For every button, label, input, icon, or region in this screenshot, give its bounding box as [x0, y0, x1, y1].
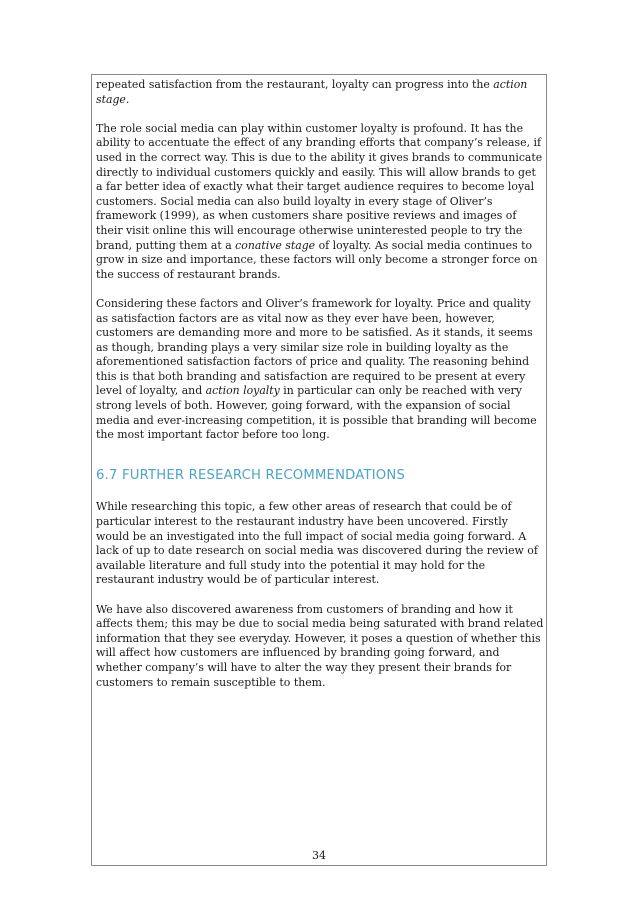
paragraph-1-text-a: repeated satisfaction from the restaurant, loyalty can progress into the	[96, 78, 494, 91]
paragraph-4: While researching this topic, a few other areas of research that could be of particular interest to the restaurant industry have been uncovered. Firstly would be an investigated into the full impact of social media going forward. A lack of up to date research on social media was discovered during the review of available literature and full study into the potential it may hold for the restaurant industry would be of particular interest.	[96, 500, 538, 587]
paragraph-2-text-b: of loyalty. As social media continues to grow in size and importance, these factors will only become a stronger force on the success of restaurant brands.	[96, 238, 538, 281]
paragraph-5: We have also discovered awareness from customers of branding and how it affects them; this may be due to social media being saturated with brand related information that they see everyday. However, it poses a question of whether this will affect how customers are influenced by branding going forward, and whether company’s will have to alter the way they present their brands for customers to remain susceptible to them.	[96, 602, 544, 689]
paragraph-3-italic-a: action loyalty	[205, 384, 280, 398]
section-heading: 6.7 FURTHER RESEARCH RECOMMENDATIONS	[96, 467, 406, 483]
paragraph-1-italic-a: action stage	[96, 78, 528, 106]
page-number: 34	[312, 849, 326, 862]
paragraph-3-text-a: Considering these factors and Oliver’s framework for loyalty. Price and quality as satisfaction factors are as vital now as they ever have been, however, customers are demanding more and more to be satisfied. As it stands, it seems as though, branding plays a very similar size role in building loyalty as the aforementioned satisfaction factors of price and quality. The reasoning behind this is that both branding and satisfaction are required to be present at every level of loyalty, and	[96, 296, 533, 398]
paragraph-2-text-a: The role social media can play within customer loyalty is profound. It has the ability to accentuate the effect of any branding efforts that company’s release, if used in the correct way. This is due to the ability it gives brands to communicate directly to individual customers quickly and easily. This will allow brands to get a far better idea of exactly what their target audience requires to become loyal customers. Social media can also build loyalty in every stage of Oliver’s framework (1999), as when customers share positive reviews and images of their visit online this will encourage otherwise uninterested people to try the brand, putting them at a	[96, 121, 543, 252]
paragraph-3-text-b: in particular can only be reached with very strong levels of both. However, going forward, with the expansion of social media and ever-increasing competition, it is possible that branding will become the most important factor before too long.	[96, 384, 537, 442]
paragraph-2-italic-a: conative stage	[235, 238, 316, 252]
paragraph-3	[96, 297, 544, 443]
paragraph-1-text-b: .	[125, 92, 130, 106]
paragraph-1	[96, 78, 544, 107]
page-content	[96, 78, 544, 690]
paragraph-2	[96, 122, 544, 283]
